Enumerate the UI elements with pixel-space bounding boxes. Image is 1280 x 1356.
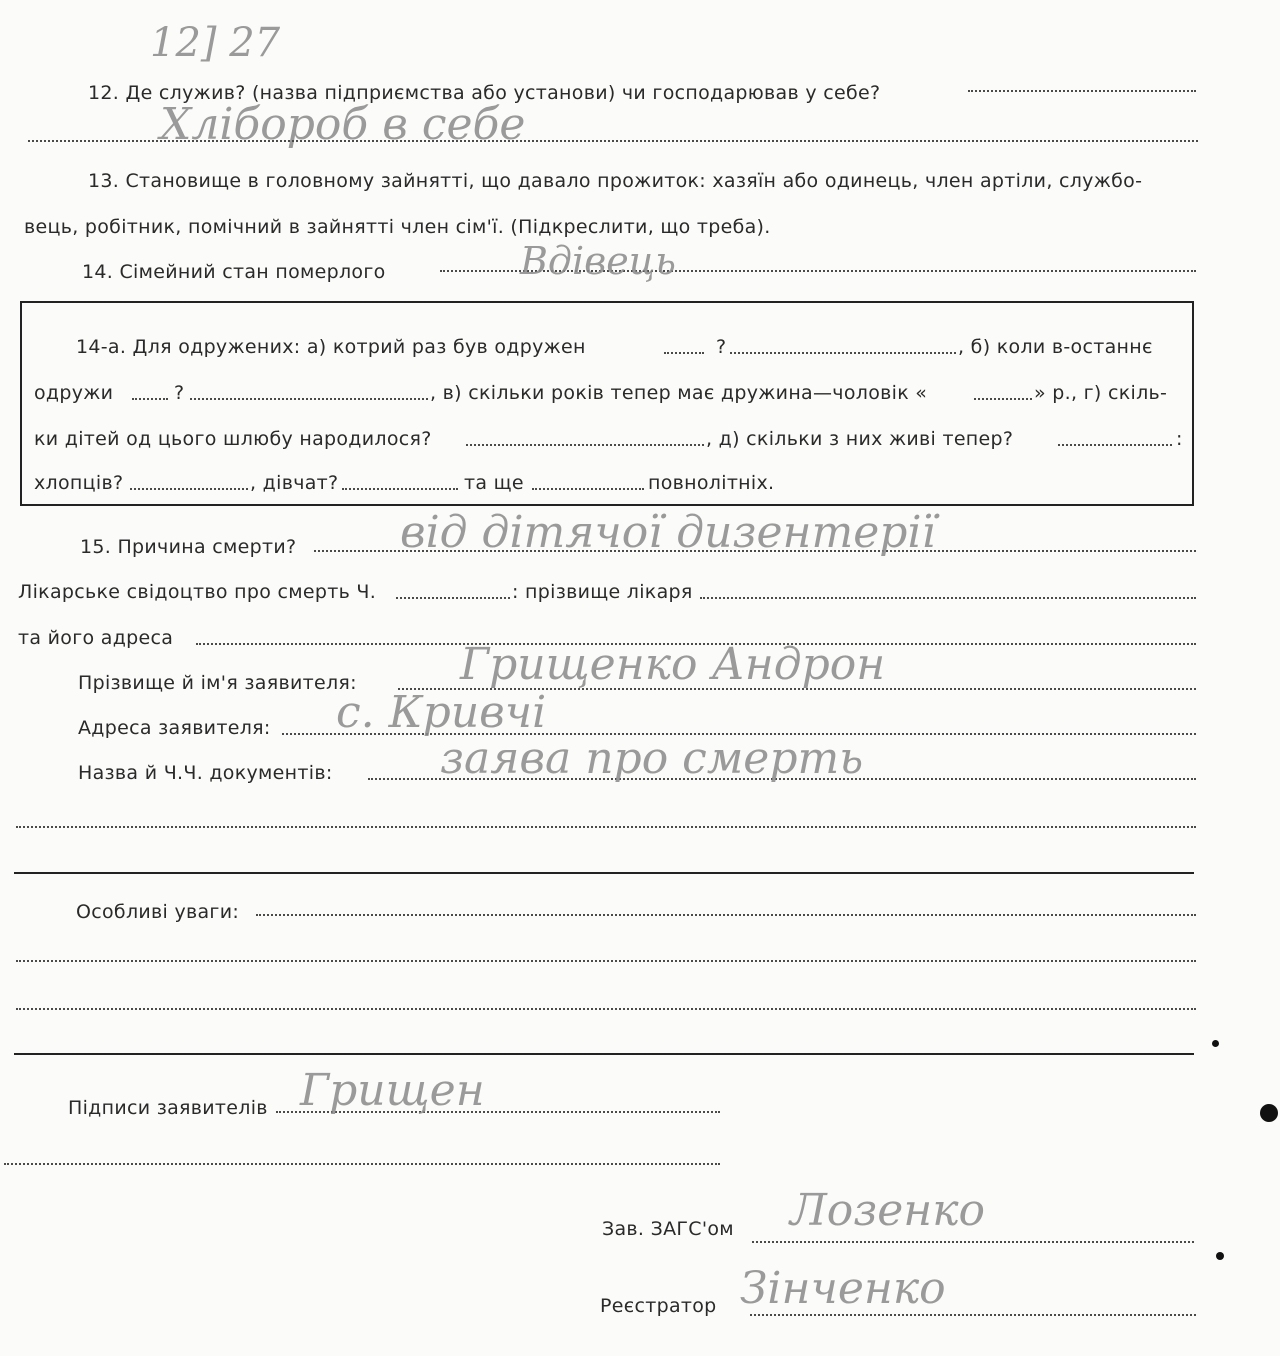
registrar-line — [750, 1314, 1196, 1316]
applicant-name-label: Прізвище й ім'я заявителя: — [78, 672, 357, 694]
q15-label: 15. Причина смерти? — [80, 536, 297, 558]
q14a-line4-a: хлопців? — [34, 472, 124, 494]
zags-head-label: Зав. ЗАГС'ом — [602, 1218, 734, 1240]
q14a-line2-a: одружи — [34, 382, 114, 404]
q14a-colon: : — [1176, 428, 1183, 450]
q14a-line1-b: , б) коли в-останнє — [958, 336, 1153, 358]
applicant-signature-label: Підписи заявителів — [68, 1097, 268, 1119]
q14a-qmark-1: ? — [716, 336, 727, 358]
remarks-label: Особливі уваги: — [76, 901, 240, 923]
remarks-line-3 — [16, 1008, 1196, 1010]
q14a-line1-dots-a — [664, 352, 704, 354]
remarks-line-1 — [256, 914, 1196, 916]
q14-label: 14. Сімейний стан померлого — [82, 261, 386, 283]
applicant-signature-line-2 — [4, 1163, 720, 1165]
q14a-line4-dots-c — [532, 488, 644, 490]
q14a-line4-dots-b — [342, 488, 458, 490]
q14a-line3-b: , д) скільки з них живі тепер? — [706, 428, 1014, 450]
q14a-qmark-2: ? — [174, 382, 185, 404]
applicant-extra-line — [16, 826, 1196, 828]
q14a-line1-a: 14-а. Для одружених: а) котрий раз був одружен — [76, 336, 586, 358]
paper-speck — [1216, 1252, 1224, 1260]
doctor-certificate-line — [396, 597, 510, 599]
q14a-line2-dots-c — [974, 398, 1032, 400]
q13-line2: вець, робітник, помічний в зайнятті член сім'ї. (Підкреслити, що треба). — [24, 216, 771, 238]
q14a-line2-dots-a — [132, 398, 168, 400]
margin-handwritten-note: 12] 27 — [150, 20, 281, 66]
q14-answer: Вдівець — [520, 239, 676, 283]
applicant-name-value: Грищенко Андрон — [460, 639, 886, 690]
doctor-address-label: та його адреса — [18, 627, 174, 649]
q14a-line4-c: та ще — [464, 472, 524, 494]
q14a-line3-a: ки дітей од цього шлюбу народилося? — [34, 428, 432, 450]
q12-line-1 — [968, 90, 1196, 92]
q15-answer: від дітячої дизентерії — [400, 507, 936, 558]
q14a-line2-b: , в) скільки років тепер має дружина—чоловік « — [430, 382, 928, 404]
section-divider-2 — [14, 1053, 1194, 1055]
paper-speck — [1260, 1104, 1278, 1122]
paper-speck — [1212, 1040, 1219, 1047]
q12-label: 12. Де служив? (назва підприємства або установи) чи господарював у себе? — [88, 82, 881, 104]
q14a-line2-dots-b — [190, 398, 428, 400]
q13-line1: 13. Становище в головному зайнятті, що давало прожиток: хазяїн або одинець, член артіли, службо- — [88, 170, 1143, 192]
doctor-name-label: : прізвище лікаря — [512, 581, 693, 603]
q14a-line4-dots-a — [130, 488, 248, 490]
applicant-address-label: Адреса заявителя: — [78, 717, 271, 739]
zags-head-line — [752, 1241, 1194, 1243]
q14a-line3-dots-b — [1058, 444, 1172, 446]
q14a-line3-dots-a — [466, 444, 704, 446]
q12-line-2 — [28, 140, 1198, 142]
remarks-line-2 — [16, 960, 1196, 962]
q14a-line4-b: , дівчат? — [250, 472, 339, 494]
q14a-line2-c: » р., г) скіль- — [1034, 382, 1168, 404]
applicant-address-value: с. Кривчі — [336, 687, 547, 738]
applicant-docs-value: заява про смерть — [440, 733, 864, 784]
registrar-label: Реєстратор — [600, 1295, 717, 1317]
registrar-signature: Зінченко — [740, 1263, 946, 1314]
applicant-docs-label: Назва й Ч.Ч. документів: — [78, 762, 333, 784]
doctor-name-line — [700, 597, 1196, 599]
section-divider-1 — [14, 872, 1194, 874]
doctor-certificate-label: Лікарське свідоцтво про смерть Ч. — [18, 581, 377, 603]
q14a-line1-dots-b — [730, 352, 956, 354]
zags-head-signature: Лозенко — [790, 1185, 985, 1236]
q12-answer: Хлібороб в себе — [160, 99, 526, 150]
applicant-signature: Грищен — [300, 1065, 485, 1116]
q14a-line4-d: повнолітніх. — [648, 472, 775, 494]
